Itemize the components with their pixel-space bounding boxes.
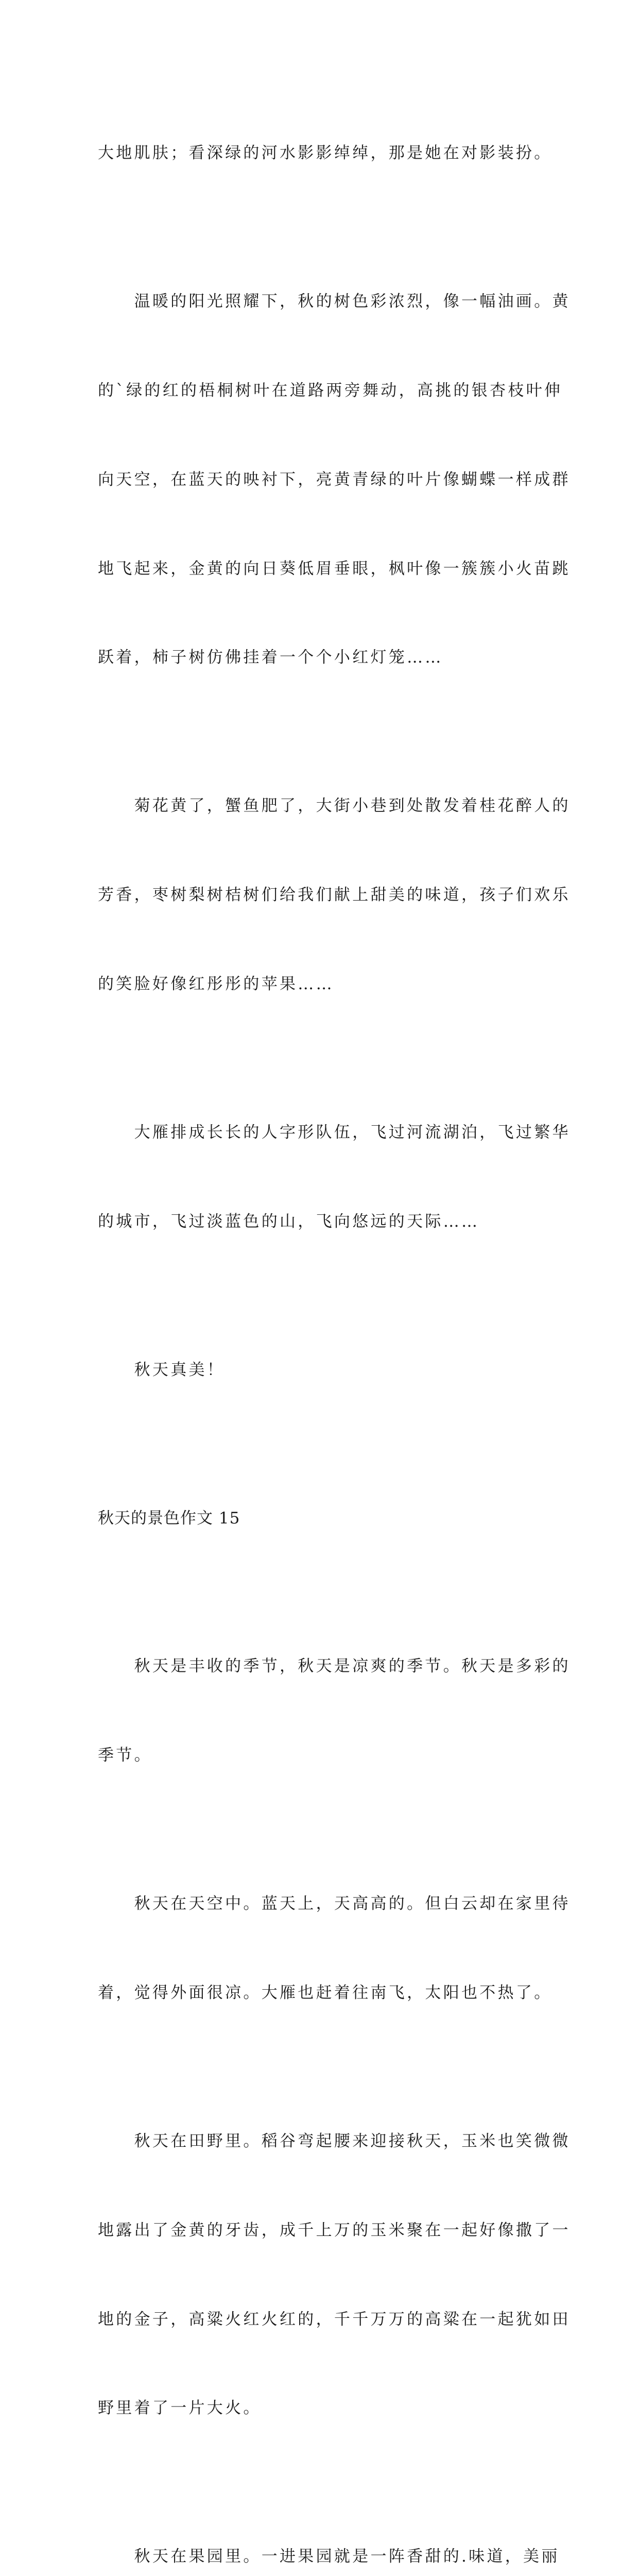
- text-line: 大地肌肤；看深绿的河水影影绰绰，那是她在对影装扮。: [98, 144, 552, 163]
- text-line: 地飞起来，金黄的向日葵低眉垂眼，枫叶像一簇簇小火苗跳: [98, 559, 571, 578]
- text-line: 大雁排成长长的人字形队伍，飞过河流湖泊，飞过繁华: [98, 1123, 571, 1142]
- text-line: 的城市，飞过淡蓝色的山，飞向悠远的天际……: [98, 1212, 480, 1231]
- paragraph: [98, 1296, 551, 1444]
- text-line: 秋天在果园里。一进果园就是一阵香甜的.味道，美丽: [98, 2547, 560, 2566]
- paragraph: [98, 732, 571, 1059]
- text-line: 秋天在天空中。蓝天上，天高高的。但白云却在家里待: [98, 1894, 571, 1913]
- paragraph: [98, 1059, 571, 1296]
- text-line: 温暖的阳光照耀下，秋的树色彩浓烈，像一幅油画。黄: [98, 292, 571, 311]
- paragraph: [98, 79, 551, 228]
- text-line: 菊花黄了，蟹鱼肥了，大街小巷到处散发着桂花醉人的: [98, 796, 571, 816]
- document-body: [98, 79, 571, 2576]
- text-line: 秋天真美！: [98, 1360, 226, 1379]
- text-line: 着，觉得外面很凉。大雁也赶着往南飞，太阳也不热了。: [98, 1984, 552, 2002]
- paragraph: [98, 228, 571, 732]
- paragraph: [98, 1830, 571, 2067]
- text-line: 野里着了一片大火。: [98, 2399, 262, 2418]
- text-line: 季节。: [98, 1746, 152, 1765]
- heading-line: 秋天的景色作文 15: [98, 1509, 240, 1528]
- text-line: 芳香，枣树梨树桔树们给我们献上甜美的味道，孩子们欢乐: [98, 886, 571, 905]
- text-line: 秋天是丰收的季节，秋天是凉爽的季节。秋天是多彩的: [98, 1657, 571, 1676]
- paragraph: [98, 2483, 560, 2576]
- text-line: 跃着，柿子树仿佛挂着一个个小红灯笼……: [98, 648, 443, 667]
- paragraph: [98, 1592, 571, 1830]
- text-line: 秋天在田野里。稻谷弯起腰来迎接秋天，玉米也笑微微: [98, 2131, 571, 2150]
- text-line: 向天空，在蓝天的映衬下，亮黄青绿的叶片像蝴蝶一样成群: [98, 470, 571, 489]
- section-heading: [98, 1444, 551, 1592]
- text-line: 的笑脸好像红彤彤的苹果……: [98, 974, 334, 993]
- text-line: 地的金子，高粱火红火红的，千千万万的高粱在一起犹如田: [98, 2310, 571, 2329]
- text-line: 的`绿的红的梧桐树叶在道路两旁舞动，高挑的银杏枝叶伸: [98, 381, 563, 400]
- paragraph: [98, 2067, 571, 2483]
- text-line: 地露出了金黄的牙齿，成千上万的玉米聚在一起好像撒了一: [98, 2221, 571, 2240]
